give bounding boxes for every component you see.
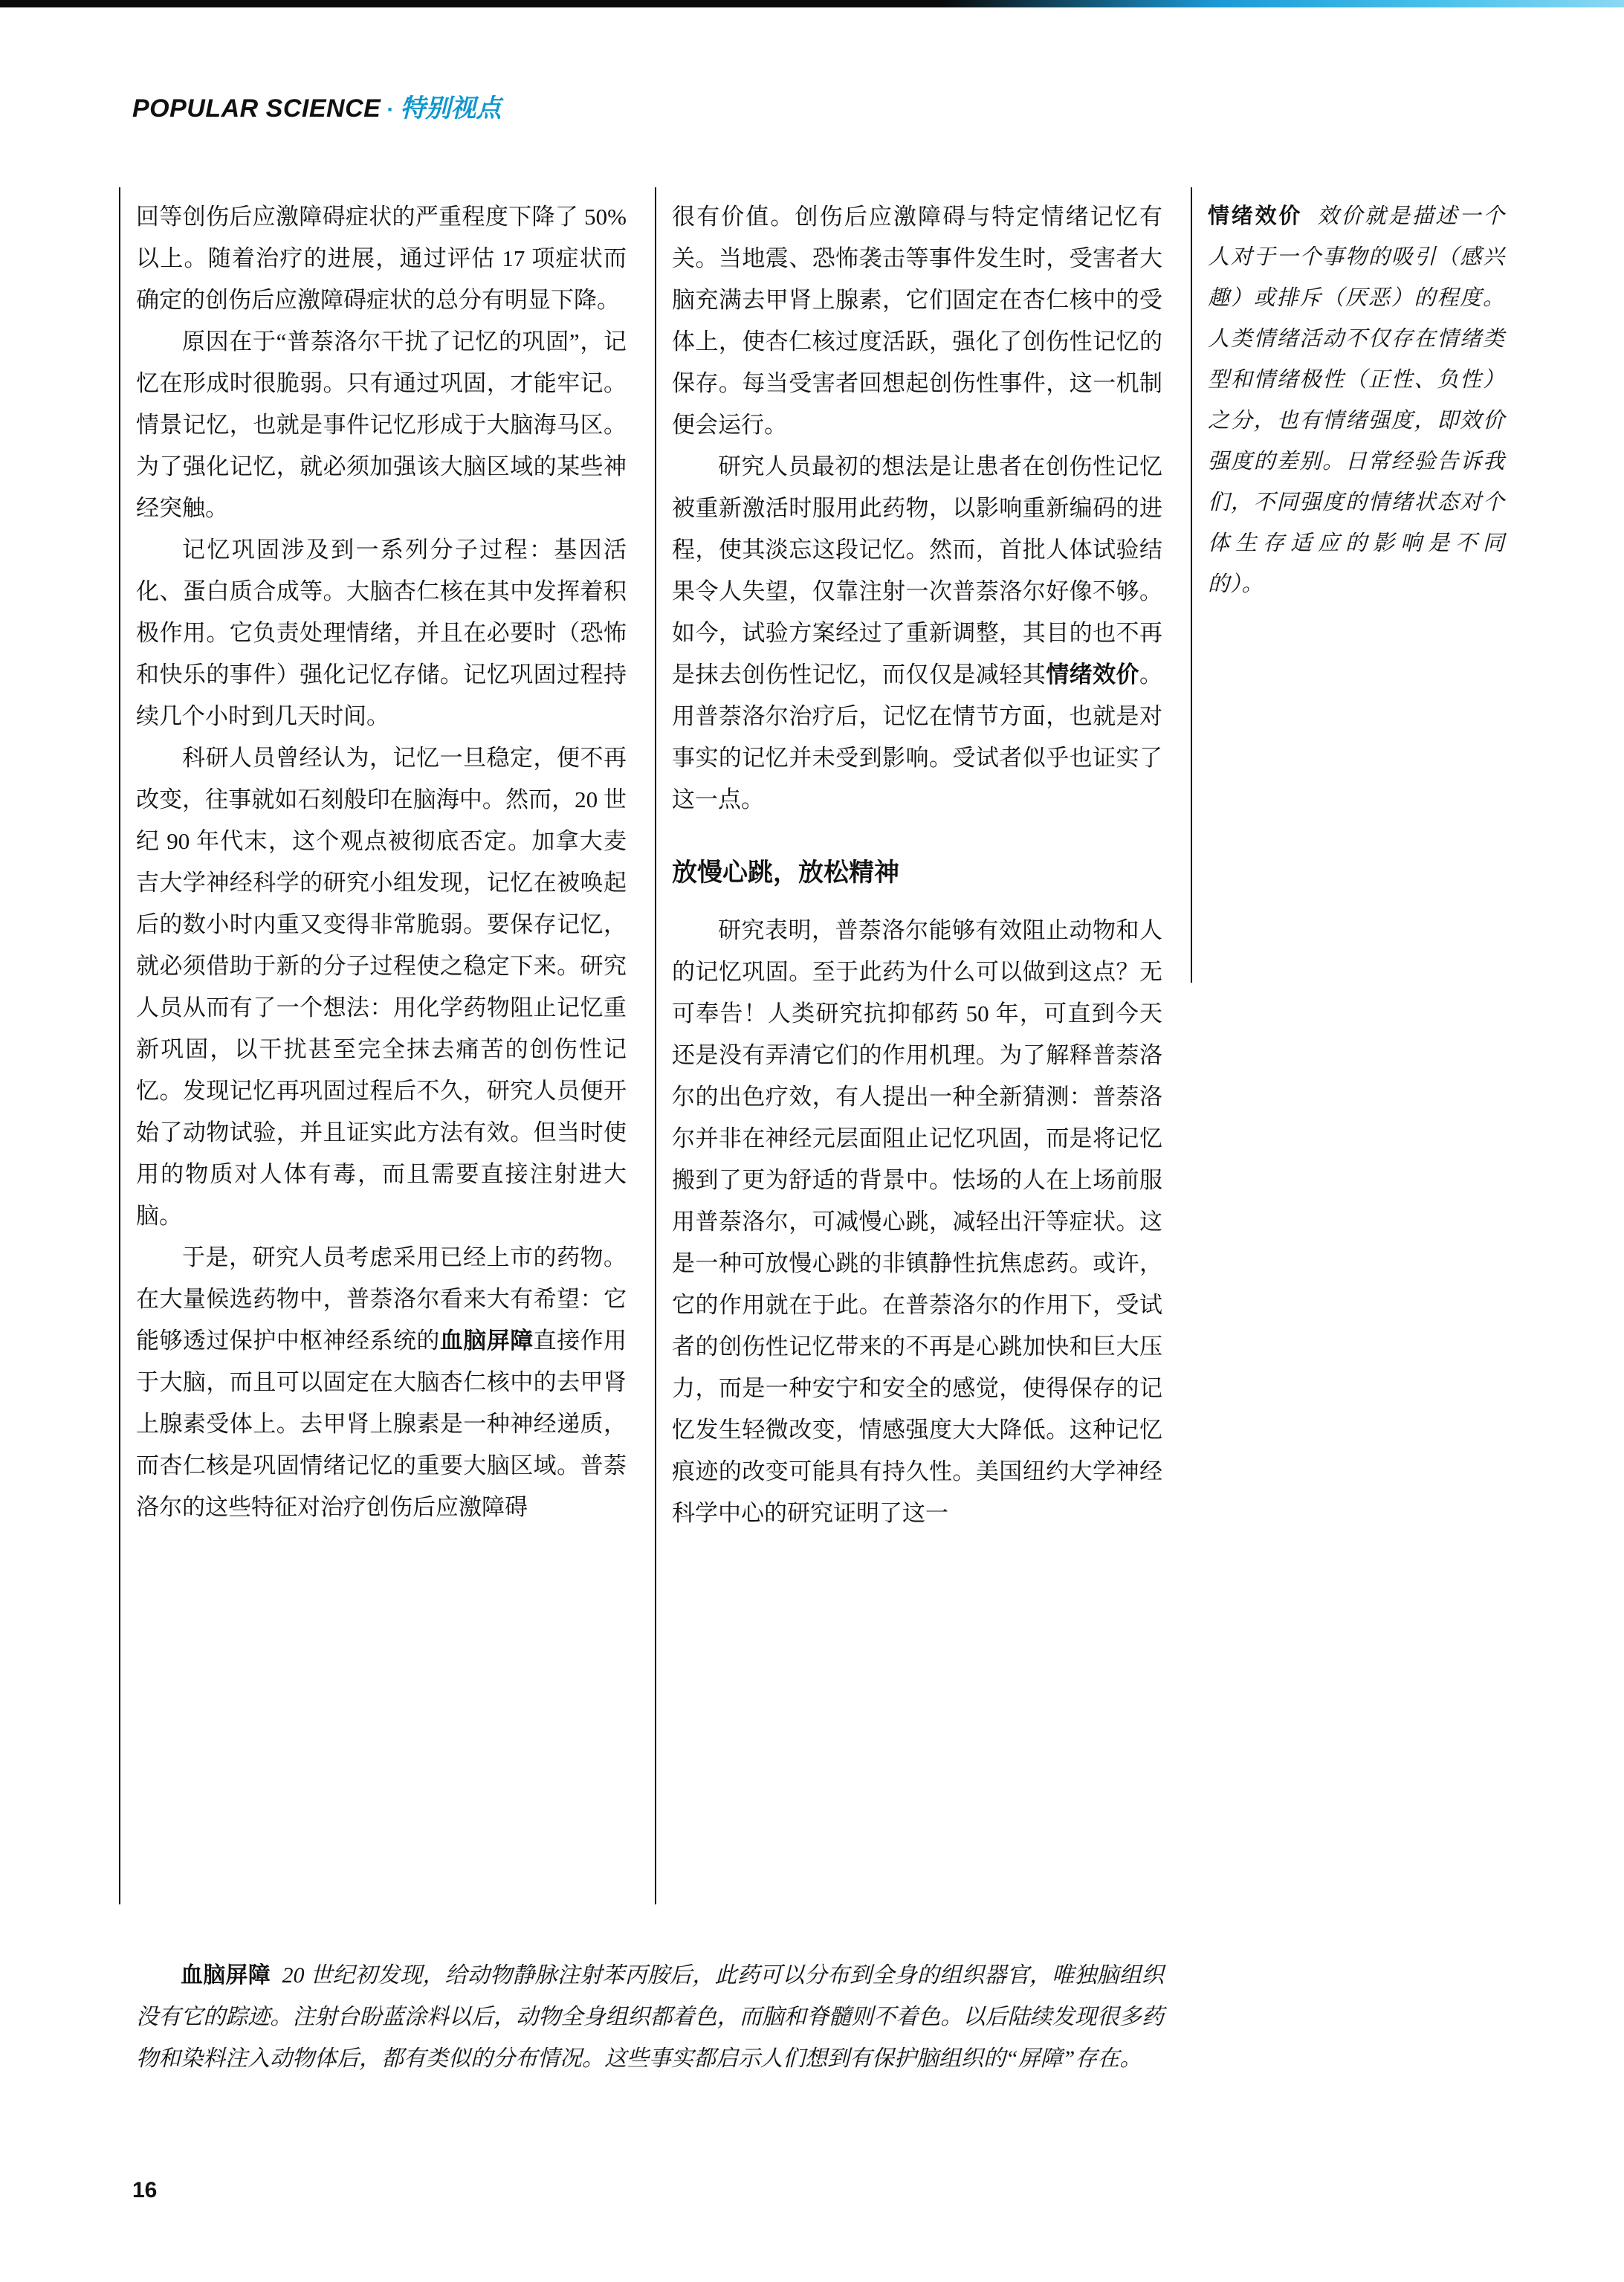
column-rule-right bbox=[1191, 187, 1192, 983]
definition-body: 效价就是描述一个人对于一个事物的吸引（感兴趣）或排斥（厌恶）的程度。人类情绪活动不仅存在情绪类型和情绪极性（正性、负性）之分，也有情绪强度，即效价强度的差别。日常经验告诉我们，不同强度的情绪状态对个体生存适应的影响是不同的）。 bbox=[1208, 204, 1505, 596]
paragraph-text-after: 。用普萘洛尔治疗后，记忆在情节方面，也就是对事实的记忆并未受到影响。受试者似乎也证实了这一点。 bbox=[672, 662, 1163, 812]
paragraph: 原因在于“普萘洛尔干扰了记忆的巩固”，记忆在形成时很脆弱。只有通过巩固，才能牢记。情景记忆，也就是事件记忆形成于大脑海马区。为了强化记忆，就必须加强该大脑区域的某些神经突触。 bbox=[136, 329, 627, 521]
paragraph-with-term bbox=[136, 1237, 627, 1528]
sidebar-definition bbox=[1208, 196, 1505, 605]
brand-name: POPULAR SCIENCE bbox=[132, 94, 381, 123]
masthead bbox=[132, 88, 501, 124]
body-column-1 bbox=[136, 196, 627, 1528]
page-number: 16 bbox=[132, 2178, 158, 2202]
masthead-separator: · bbox=[386, 97, 395, 122]
column-rule-left bbox=[119, 187, 120, 1904]
footnote-term: 血脑屏障 bbox=[181, 1963, 271, 1988]
paragraph: 记忆巩固涉及到一系列分子过程：基因活化、蛋白质合成等。大脑杏仁核在其中发挥着积极作用。它负责处理情绪，并且在必要时（恐怖和快乐的事件）强化记忆存储。记忆巩固过程持续几个小时到几天时间。 bbox=[136, 537, 627, 729]
paragraph: 回等创伤后应激障碍症状的严重程度下降了 50% 以上。随着治疗的进展，通过评估 17 项症状而确定的创伤后应激障碍症状的总分有明显下降。 bbox=[136, 204, 627, 313]
section-name: 特别视点 bbox=[400, 94, 502, 123]
term-emotional-valence: 情绪效价 bbox=[1046, 662, 1140, 688]
definition-term: 情绪效价 bbox=[1208, 204, 1303, 228]
body-column-2 bbox=[672, 196, 1162, 1534]
paragraph: 科研人员曾经认为，记忆一旦稳定，便不再改变，往事就如石刻般印在脑海中。然而，20 世纪 90 年代末，这个观点被彻底否定。加拿大麦吉大学神经科学的研究小组发现，记忆在被唤起后的数小时内重又变得非常脆弱。要保存记忆，就必须借助于新的分子过程使之稳定下来。研究人员从而有了一个想法：用化学药物阻止记忆重新巩固，以干扰甚至完全抹去痛苦的创伤性记忆。发现记忆再巩固过程后不久，研究人员便开始了动物试验，并且证实此方法有效。但当时使用的物质对人体有毒，而且需要直接注射进大脑。 bbox=[136, 745, 627, 1229]
paragraph: 研究表明，普萘洛尔能够有效阻止动物和人的记忆巩固。至于此药为什么可以做到这点？无可奉告！人类研究抗抑郁药 50 年，可直到今天还是没有弄清它们的作用机理。为了解释普萘洛尔的出色疗效，有人提出一种全新猜测：普萘洛尔并非在神经元层面阻止记忆巩固，而是将记忆搬到了更为舒适的背景中。怯场的人在上场前服用普萘洛尔，可减慢心跳，减轻出汗等症状。这是一种可放慢心跳的非镇静性抗焦虑药。或许，它的作用就在于此。在普萘洛尔的作用下，受试者的创伤性记忆带来的不再是心跳加快和巨大压力，而是一种安宁和安全的感觉，使得保存的记忆发生轻微改变，情感强度大大降低。这种记忆痕迹的改变可能具有持久性。美国纽约大学神经科学中心的研究证明了这一 bbox=[672, 917, 1162, 1526]
column-rule-middle bbox=[655, 187, 656, 1904]
page-header bbox=[0, 0, 1624, 146]
paragraph-with-term bbox=[672, 446, 1162, 821]
paragraph: 很有价值。创伤后应激障碍与特定情绪记忆有关。当地震、恐怖袭击等事件发生时，受害者大脑充满去甲肾上腺素，它们固定在杏仁核中的受体上，使杏仁核过度活跃，强化了创伤性记忆的保存。每当受害者回想起创伤性事件，这一机制便会运行。 bbox=[672, 204, 1162, 438]
footnote-block bbox=[136, 1933, 1164, 2102]
footnote-text: 20 世纪初发现，给动物静脉注射苯丙胺后，此药可以分布到全身的组织器官，唯独脑组织没有它的踪迹。注射台盼蓝涂料以后，动物全身组织都着色，而脑和脊髓则不着色。以后陆续发现很多药物和染料注入动物体后，都有类似的分布情况。这些事实都启示人们想到有保护脑组织的“屏障”存在。 bbox=[136, 1963, 1165, 2071]
term-blood-brain-barrier: 血脑屏障 bbox=[439, 1328, 534, 1354]
paragraph-text-after: 直接作用于大脑，而且可以固定在大脑杏仁核中的去甲肾上腺素受体上。去甲肾上腺素是一种神经递质，而杏仁核是巩固情绪记忆的重要大脑区域。普萘洛尔的这些特征对治疗创伤后应激障碍 bbox=[136, 1328, 627, 1520]
paragraph-text-before: 研究人员最初的想法是让患者在创伤性记忆被重新激活时服用此药物，以影响重新编码的进程，使其淡忘这段记忆。然而，首批人体试验结果令人失望，仅靠注射一次普萘洛尔好像不够。如今，试验方案经过了重新调整，其目的也不再是抹去创伤性记忆，而仅仅是减轻其 bbox=[672, 453, 1162, 688]
section-subhead: 放慢心跳，放松精神 bbox=[672, 859, 899, 887]
header-rule bbox=[0, 0, 1624, 7]
footnote-paragraph bbox=[136, 1955, 1164, 2080]
paragraph-text-before: 于是，研究人员考虑采用已经上市的药物。在大量候选药物中，普萘洛尔看来大有希望：它能够透过保护中枢神经系统的 bbox=[136, 1244, 627, 1354]
definition-block bbox=[1208, 196, 1505, 605]
